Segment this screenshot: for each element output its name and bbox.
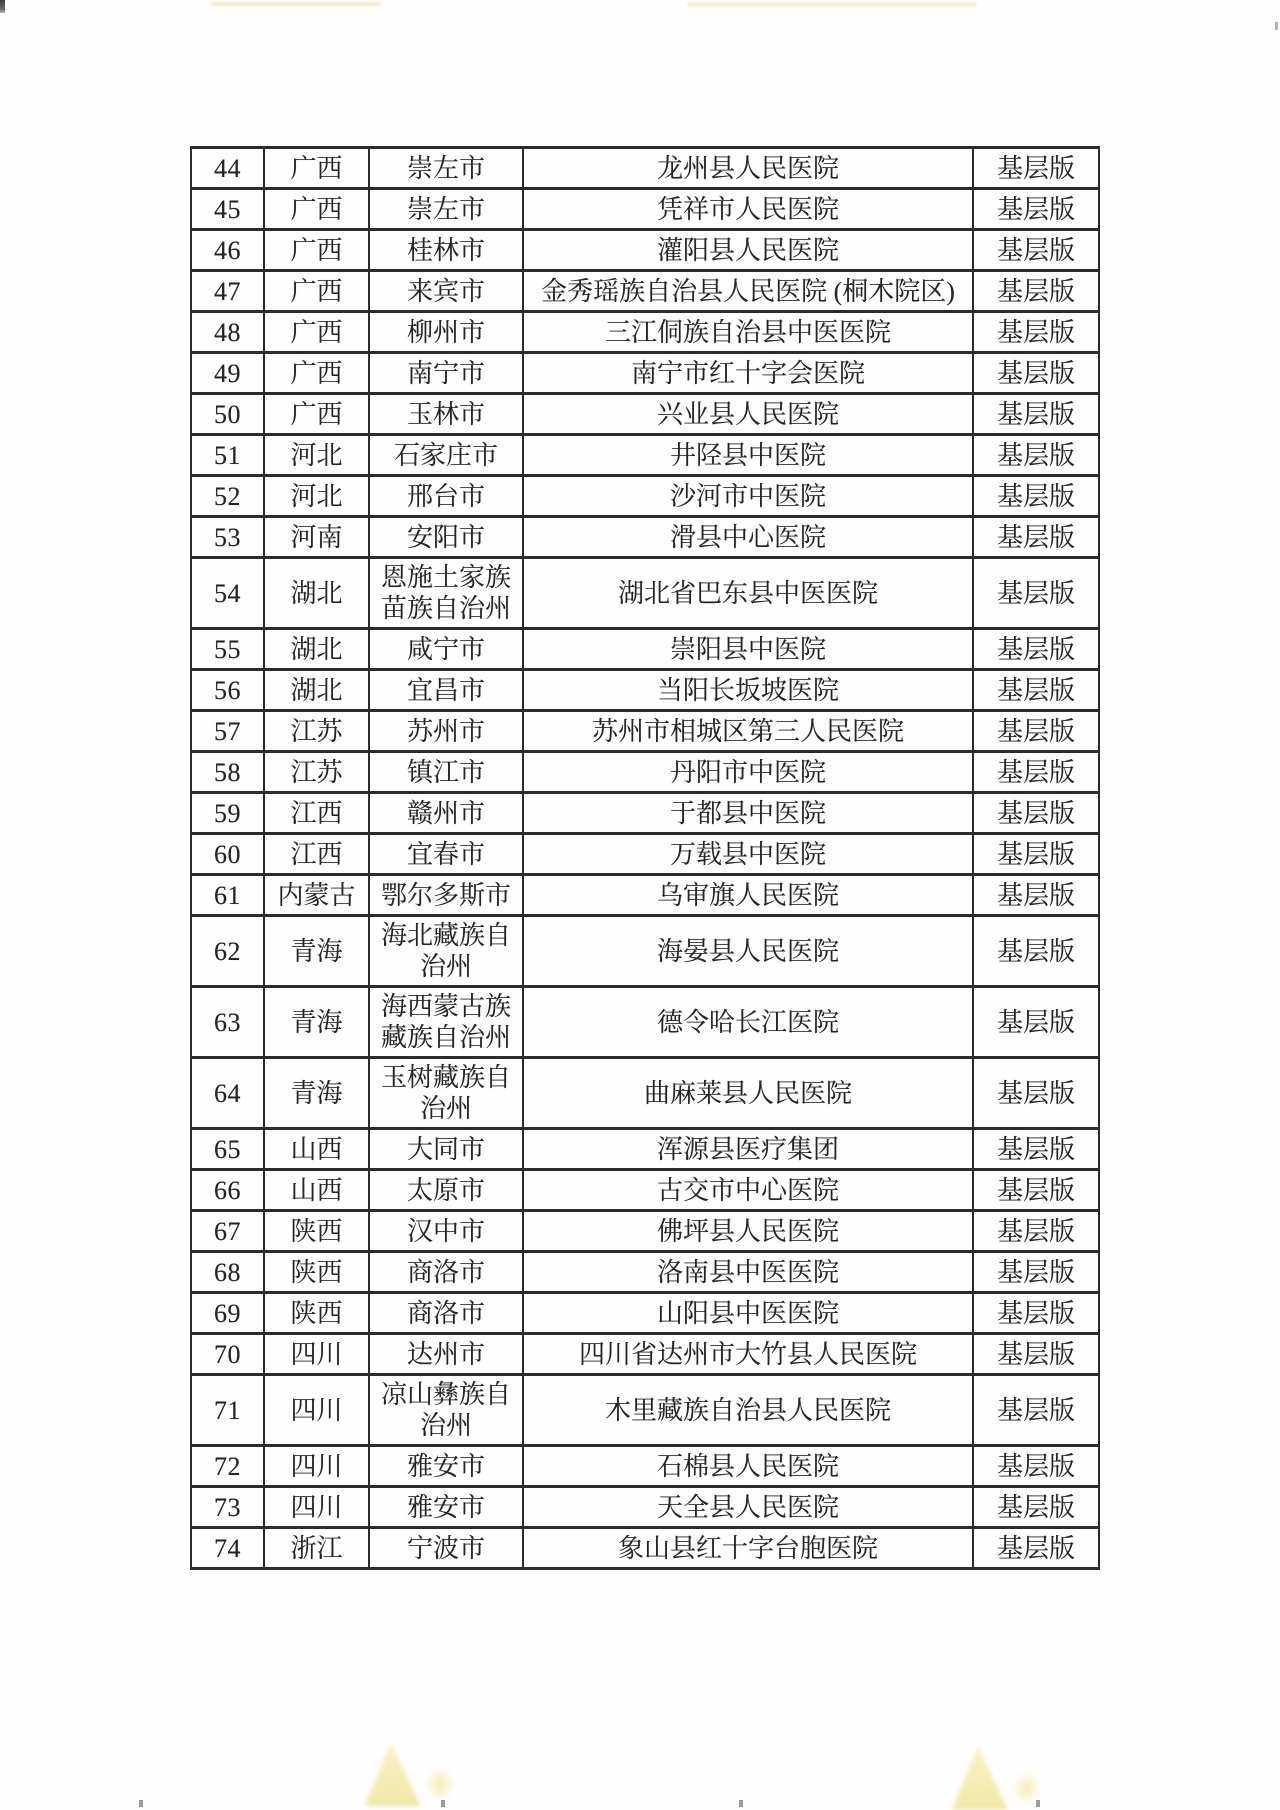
cell-hospital-name: 天全县人民医院 (523, 1487, 973, 1528)
cell-city: 宜昌市 (369, 670, 523, 711)
cell-city: 恩施土家族苗族自治州 (369, 558, 523, 629)
table-row (191, 1446, 1099, 1487)
cell-province: 湖北 (264, 670, 369, 711)
cell-city: 达州市 (369, 1334, 523, 1375)
cell-seq-number: 44 (191, 148, 264, 189)
cell-city: 安阳市 (369, 517, 523, 558)
table-row (191, 312, 1099, 353)
cell-version: 基层版 (973, 312, 1099, 353)
cell-version: 基层版 (973, 1252, 1099, 1293)
table-row (191, 1528, 1099, 1569)
cell-seq-number: 67 (191, 1211, 264, 1252)
cell-version: 基层版 (973, 1334, 1099, 1375)
cell-version: 基层版 (973, 1528, 1099, 1569)
cell-hospital-name: 凭祥市人民医院 (523, 189, 973, 230)
cell-version: 基层版 (973, 1129, 1099, 1170)
cell-version: 基层版 (973, 435, 1099, 476)
cell-province: 湖北 (264, 558, 369, 629)
cell-seq-number: 72 (191, 1446, 264, 1487)
cell-seq-number: 56 (191, 670, 264, 711)
cell-hospital-name: 三江侗族自治县中医医院 (523, 312, 973, 353)
table-row (191, 752, 1099, 793)
table-row (191, 517, 1099, 558)
cell-hospital-name: 井陉县中医院 (523, 435, 973, 476)
table-row (191, 711, 1099, 752)
table-row (191, 1334, 1099, 1375)
cell-province: 广西 (264, 230, 369, 271)
cell-province: 陕西 (264, 1211, 369, 1252)
cell-city: 商洛市 (369, 1252, 523, 1293)
table-row (191, 875, 1099, 916)
cell-hospital-name: 丹阳市中医院 (523, 752, 973, 793)
table-row (191, 476, 1099, 517)
cell-province: 江苏 (264, 711, 369, 752)
cell-province: 青海 (264, 987, 369, 1058)
cell-city: 凉山彝族自治州 (369, 1375, 523, 1446)
cell-province: 四川 (264, 1375, 369, 1446)
cell-city: 镇江市 (369, 752, 523, 793)
cell-province: 广西 (264, 394, 369, 435)
cell-city: 苏州市 (369, 711, 523, 752)
cell-version: 基层版 (973, 711, 1099, 752)
cell-province: 广西 (264, 271, 369, 312)
smudge-shape (952, 1746, 1014, 1810)
scan-tick (1036, 1800, 1040, 1807)
table-row (191, 271, 1099, 312)
table-row (191, 629, 1099, 670)
cell-province: 四川 (264, 1334, 369, 1375)
cell-city: 商洛市 (369, 1293, 523, 1334)
table-row (191, 435, 1099, 476)
cell-hospital-name: 苏州市相城区第三人民医院 (523, 711, 973, 752)
cell-version: 基层版 (973, 1487, 1099, 1528)
table-row (191, 1375, 1099, 1446)
cell-city: 玉林市 (369, 394, 523, 435)
cell-hospital-name: 湖北省巴东县中医医院 (523, 558, 973, 629)
cell-province: 江西 (264, 793, 369, 834)
cell-province: 四川 (264, 1446, 369, 1487)
cell-city: 崇左市 (369, 189, 523, 230)
cell-hospital-name: 兴业县人民医院 (523, 394, 973, 435)
cell-city: 宁波市 (369, 1528, 523, 1569)
table-row (191, 394, 1099, 435)
cell-hospital-name: 石棉县人民医院 (523, 1446, 973, 1487)
cell-province: 陕西 (264, 1293, 369, 1334)
smudge-shape (365, 1742, 427, 1806)
scan-tick (739, 1800, 743, 1807)
cell-seq-number: 73 (191, 1487, 264, 1528)
cell-seq-number: 64 (191, 1058, 264, 1129)
cell-city: 崇左市 (369, 148, 523, 189)
cell-city: 邢台市 (369, 476, 523, 517)
table-row (191, 148, 1099, 189)
cell-seq-number: 51 (191, 435, 264, 476)
table-row (191, 230, 1099, 271)
cell-province: 山西 (264, 1129, 369, 1170)
scan-tick (441, 1800, 445, 1807)
cell-province: 浙江 (264, 1528, 369, 1569)
cell-hospital-name: 于都县中医院 (523, 793, 973, 834)
table-row (191, 1058, 1099, 1129)
cell-version: 基层版 (973, 752, 1099, 793)
cell-version: 基层版 (973, 558, 1099, 629)
cell-version: 基层版 (973, 230, 1099, 271)
cell-city: 鄂尔多斯市 (369, 875, 523, 916)
cell-version: 基层版 (973, 1058, 1099, 1129)
cell-hospital-name: 沙河市中医院 (523, 476, 973, 517)
cell-city: 咸宁市 (369, 629, 523, 670)
cell-version: 基层版 (973, 793, 1099, 834)
cell-version: 基层版 (973, 148, 1099, 189)
cell-province: 河北 (264, 435, 369, 476)
cell-province: 河北 (264, 476, 369, 517)
cell-hospital-name: 象山县红十字台胞医院 (523, 1528, 973, 1569)
smudge-shape (423, 1764, 457, 1804)
cell-seq-number: 54 (191, 558, 264, 629)
cell-seq-number: 46 (191, 230, 264, 271)
cell-province: 广西 (264, 353, 369, 394)
scan-streak-left (211, 2, 381, 6)
cell-version: 基层版 (973, 834, 1099, 875)
cell-seq-number: 45 (191, 189, 264, 230)
table-row (191, 1487, 1099, 1528)
cell-hospital-name: 山阳县中医医院 (523, 1293, 973, 1334)
scan-edge-speck (1275, 22, 1278, 30)
cell-hospital-name: 海晏县人民医院 (523, 916, 973, 987)
cell-version: 基层版 (973, 394, 1099, 435)
cell-hospital-name: 当阳长坂坡医院 (523, 670, 973, 711)
cell-city: 雅安市 (369, 1446, 523, 1487)
cell-version: 基层版 (973, 670, 1099, 711)
table-row (191, 670, 1099, 711)
table-row (191, 1252, 1099, 1293)
cell-hospital-name: 崇阳县中医院 (523, 629, 973, 670)
cell-province: 河南 (264, 517, 369, 558)
cell-hospital-name: 洛南县中医医院 (523, 1252, 973, 1293)
cell-city: 玉树藏族自治州 (369, 1058, 523, 1129)
table-row (191, 1129, 1099, 1170)
cell-hospital-name: 龙州县人民医院 (523, 148, 973, 189)
scan-streak-right (687, 2, 977, 7)
cell-city: 宜春市 (369, 834, 523, 875)
table-row (191, 353, 1099, 394)
cell-version: 基层版 (973, 916, 1099, 987)
cell-province: 四川 (264, 1487, 369, 1528)
cell-seq-number: 60 (191, 834, 264, 875)
cell-version: 基层版 (973, 629, 1099, 670)
cell-province: 广西 (264, 312, 369, 353)
cell-version: 基层版 (973, 189, 1099, 230)
table-body (191, 148, 1099, 1569)
cell-seq-number: 59 (191, 793, 264, 834)
cell-city: 大同市 (369, 1129, 523, 1170)
cell-province: 山西 (264, 1170, 369, 1211)
cell-hospital-name: 南宁市红十字会医院 (523, 353, 973, 394)
cell-seq-number: 55 (191, 629, 264, 670)
cell-hospital-name: 曲麻莱县人民医院 (523, 1058, 973, 1129)
cell-province: 广西 (264, 189, 369, 230)
cell-hospital-name: 浑源县医疗集团 (523, 1129, 973, 1170)
cell-seq-number: 69 (191, 1293, 264, 1334)
cell-hospital-name: 滑县中心医院 (523, 517, 973, 558)
cell-seq-number: 58 (191, 752, 264, 793)
cell-version: 基层版 (973, 476, 1099, 517)
cell-hospital-name: 乌审旗人民医院 (523, 875, 973, 916)
cell-seq-number: 61 (191, 875, 264, 916)
smudge-shape (1010, 1768, 1044, 1808)
hospital-table (190, 146, 1100, 1570)
cell-province: 江西 (264, 834, 369, 875)
cell-seq-number: 63 (191, 987, 264, 1058)
table-row (191, 189, 1099, 230)
scan-smudge-right (952, 1746, 1052, 1810)
cell-version: 基层版 (973, 1375, 1099, 1446)
cell-version: 基层版 (973, 353, 1099, 394)
table-row (191, 1170, 1099, 1211)
cell-city: 南宁市 (369, 353, 523, 394)
table-row (191, 1293, 1099, 1334)
cell-hospital-name: 古交市中心医院 (523, 1170, 973, 1211)
cell-province: 青海 (264, 916, 369, 987)
cell-version: 基层版 (973, 1211, 1099, 1252)
scan-smudge-left (365, 1742, 465, 1806)
table-row (191, 558, 1099, 629)
table-row (191, 916, 1099, 987)
cell-seq-number: 74 (191, 1528, 264, 1569)
cell-city: 来宾市 (369, 271, 523, 312)
cell-seq-number: 71 (191, 1375, 264, 1446)
cell-province: 江苏 (264, 752, 369, 793)
cell-city: 太原市 (369, 1170, 523, 1211)
cell-city: 桂林市 (369, 230, 523, 271)
cell-version: 基层版 (973, 1446, 1099, 1487)
cell-seq-number: 53 (191, 517, 264, 558)
table-row (191, 1211, 1099, 1252)
cell-version: 基层版 (973, 1170, 1099, 1211)
cell-seq-number: 66 (191, 1170, 264, 1211)
table-row (191, 834, 1099, 875)
cell-hospital-name: 灌阳县人民医院 (523, 230, 973, 271)
cell-seq-number: 57 (191, 711, 264, 752)
cell-version: 基层版 (973, 517, 1099, 558)
cell-version: 基层版 (973, 271, 1099, 312)
cell-hospital-name: 德令哈长江医院 (523, 987, 973, 1058)
cell-seq-number: 52 (191, 476, 264, 517)
cell-city: 柳州市 (369, 312, 523, 353)
cell-version: 基层版 (973, 875, 1099, 916)
cell-seq-number: 68 (191, 1252, 264, 1293)
scan-tick (139, 1800, 143, 1807)
scan-corner-mark (0, 0, 5, 13)
cell-province: 湖北 (264, 629, 369, 670)
cell-city: 石家庄市 (369, 435, 523, 476)
cell-hospital-name: 佛坪县人民医院 (523, 1211, 973, 1252)
cell-city: 赣州市 (369, 793, 523, 834)
cell-version: 基层版 (973, 1293, 1099, 1334)
cell-city: 海西蒙古族藏族自治州 (369, 987, 523, 1058)
cell-seq-number: 48 (191, 312, 264, 353)
table-row (191, 793, 1099, 834)
cell-seq-number: 65 (191, 1129, 264, 1170)
cell-seq-number: 50 (191, 394, 264, 435)
cell-city: 汉中市 (369, 1211, 523, 1252)
cell-seq-number: 70 (191, 1334, 264, 1375)
cell-city: 海北藏族自治州 (369, 916, 523, 987)
table-row (191, 987, 1099, 1058)
cell-seq-number: 62 (191, 916, 264, 987)
cell-hospital-name: 金秀瑶族自治县人民医院 (桐木院区) (523, 271, 973, 312)
cell-province: 陕西 (264, 1252, 369, 1293)
cell-hospital-name: 四川省达州市大竹县人民医院 (523, 1334, 973, 1375)
cell-seq-number: 47 (191, 271, 264, 312)
cell-version: 基层版 (973, 987, 1099, 1058)
cell-city: 雅安市 (369, 1487, 523, 1528)
cell-province: 广西 (264, 148, 369, 189)
cell-seq-number: 49 (191, 353, 264, 394)
cell-province: 青海 (264, 1058, 369, 1129)
cell-hospital-name: 木里藏族自治县人民医院 (523, 1375, 973, 1446)
cell-hospital-name: 万载县中医院 (523, 834, 973, 875)
cell-province: 内蒙古 (264, 875, 369, 916)
